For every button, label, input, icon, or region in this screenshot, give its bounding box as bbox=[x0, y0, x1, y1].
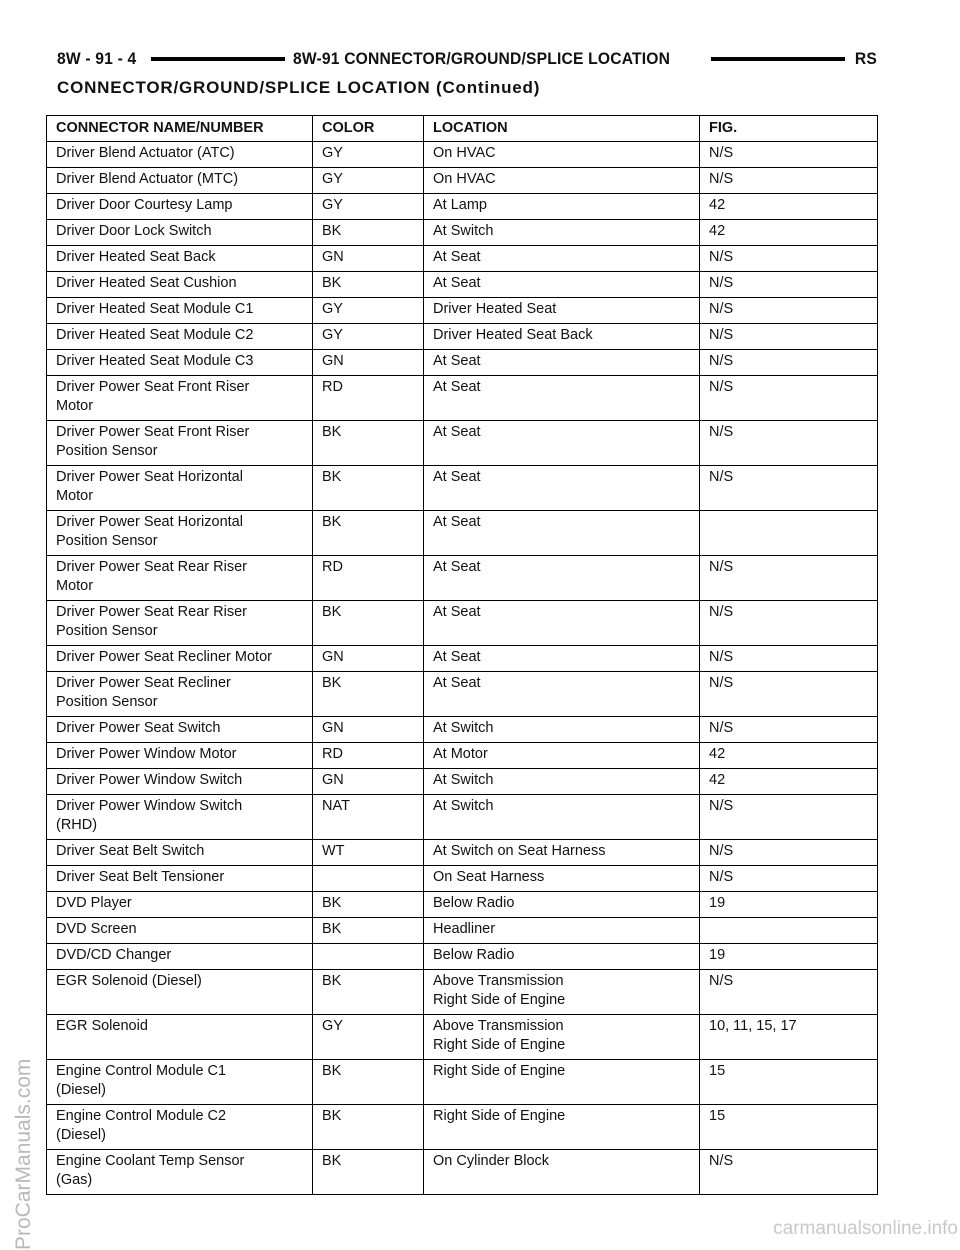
cell-fig: N/S bbox=[700, 168, 878, 194]
table-row bbox=[47, 1150, 878, 1195]
cell-connector-name: Driver Heated Seat Module C1 bbox=[47, 298, 313, 324]
cell-color: GY bbox=[313, 194, 424, 220]
cell-connector-name: Driver Door Lock Switch bbox=[47, 220, 313, 246]
cell-location: At Seat bbox=[424, 646, 700, 672]
cell-location: At Seat bbox=[424, 511, 700, 556]
page-number: 8W - 91 - 4 bbox=[57, 49, 137, 68]
cell-connector-name: Driver Door Courtesy Lamp bbox=[47, 194, 313, 220]
table-row bbox=[47, 717, 878, 743]
table-row bbox=[47, 892, 878, 918]
header-fig: FIG. bbox=[700, 116, 878, 142]
table-row bbox=[47, 246, 878, 272]
cell-fig: N/S bbox=[700, 646, 878, 672]
table-row bbox=[47, 769, 878, 795]
table-header-row bbox=[47, 116, 878, 142]
cell-location: On Seat Harness bbox=[424, 866, 700, 892]
table-row bbox=[47, 601, 878, 646]
cell-color: GN bbox=[313, 717, 424, 743]
cell-location: Right Side of Engine bbox=[424, 1105, 700, 1150]
cell-color: GY bbox=[313, 298, 424, 324]
table-row bbox=[47, 944, 878, 970]
cell-color: GY bbox=[313, 142, 424, 168]
cell-location: At Switch on Seat Harness bbox=[424, 840, 700, 866]
header-location: LOCATION bbox=[424, 116, 700, 142]
cell-connector-name: Driver Power Seat Front Riser Position Sensor bbox=[47, 421, 313, 466]
cell-fig: 19 bbox=[700, 892, 878, 918]
cell-fig: N/S bbox=[700, 866, 878, 892]
cell-connector-name: Driver Power Seat Front Riser Motor bbox=[47, 376, 313, 421]
cell-fig: 42 bbox=[700, 769, 878, 795]
cell-color: BK bbox=[313, 220, 424, 246]
cell-color bbox=[313, 944, 424, 970]
cell-location: Below Radio bbox=[424, 944, 700, 970]
cell-color: BK bbox=[313, 892, 424, 918]
cell-color: GY bbox=[313, 168, 424, 194]
cell-color: RD bbox=[313, 376, 424, 421]
table-row bbox=[47, 1105, 878, 1150]
cell-location: At Seat bbox=[424, 350, 700, 376]
table-row bbox=[47, 1015, 878, 1060]
cell-fig: N/S bbox=[700, 142, 878, 168]
cell-color: BK bbox=[313, 421, 424, 466]
cell-connector-name: Driver Power Seat Horizontal Position Sensor bbox=[47, 511, 313, 556]
cell-color: GN bbox=[313, 246, 424, 272]
cell-fig: N/S bbox=[700, 298, 878, 324]
table-row bbox=[47, 646, 878, 672]
cell-location: Right Side of Engine bbox=[424, 1060, 700, 1105]
table-row bbox=[47, 866, 878, 892]
cell-connector-name: Driver Power Window Switch bbox=[47, 769, 313, 795]
cell-color: BK bbox=[313, 511, 424, 556]
cell-connector-name: Driver Power Seat Recliner Position Sensor bbox=[47, 672, 313, 717]
cell-fig: N/S bbox=[700, 376, 878, 421]
cell-color bbox=[313, 866, 424, 892]
connector-location-table bbox=[46, 115, 878, 1195]
header-connector-name: CONNECTOR NAME/NUMBER bbox=[47, 116, 313, 142]
cell-fig: N/S bbox=[700, 556, 878, 601]
cell-fig: 42 bbox=[700, 220, 878, 246]
cell-location: At Seat bbox=[424, 246, 700, 272]
cell-connector-name: Driver Heated Seat Back bbox=[47, 246, 313, 272]
cell-location: Headliner bbox=[424, 918, 700, 944]
table-row bbox=[47, 168, 878, 194]
cell-connector-name: Driver Seat Belt Tensioner bbox=[47, 866, 313, 892]
cell-connector-name: Driver Power Seat Rear Riser Motor bbox=[47, 556, 313, 601]
cell-connector-name: EGR Solenoid bbox=[47, 1015, 313, 1060]
cell-location: At Seat bbox=[424, 466, 700, 511]
cell-location: Above Transmission Right Side of Engine bbox=[424, 970, 700, 1015]
side-watermark: ProCarManuals.com bbox=[12, 1058, 35, 1250]
table-body bbox=[47, 142, 878, 1195]
cell-location: Below Radio bbox=[424, 892, 700, 918]
section-title: 8W-91 CONNECTOR/GROUND/SPLICE LOCATION bbox=[293, 49, 671, 68]
table-row bbox=[47, 918, 878, 944]
table-row bbox=[47, 376, 878, 421]
cell-fig: 42 bbox=[700, 194, 878, 220]
cell-connector-name: Engine Coolant Temp Sensor (Gas) bbox=[47, 1150, 313, 1195]
cell-location: At Seat bbox=[424, 272, 700, 298]
cell-location: At Seat bbox=[424, 672, 700, 717]
cell-location: At Seat bbox=[424, 601, 700, 646]
cell-connector-name: Engine Control Module C1 (Diesel) bbox=[47, 1060, 313, 1105]
table-row bbox=[47, 743, 878, 769]
cell-connector-name: Driver Seat Belt Switch bbox=[47, 840, 313, 866]
cell-color: BK bbox=[313, 918, 424, 944]
cell-fig: N/S bbox=[700, 717, 878, 743]
cell-connector-name: Driver Power Seat Switch bbox=[47, 717, 313, 743]
table-row bbox=[47, 298, 878, 324]
cell-location: On Cylinder Block bbox=[424, 1150, 700, 1195]
cell-color: GY bbox=[313, 324, 424, 350]
cell-color: BK bbox=[313, 970, 424, 1015]
cell-color: GN bbox=[313, 646, 424, 672]
table-row bbox=[47, 142, 878, 168]
cell-location: On HVAC bbox=[424, 142, 700, 168]
cell-color: BK bbox=[313, 601, 424, 646]
header-color: COLOR bbox=[313, 116, 424, 142]
cell-connector-name: DVD Screen bbox=[47, 918, 313, 944]
header-rule-left bbox=[151, 57, 285, 61]
table-row bbox=[47, 511, 878, 556]
cell-color: RD bbox=[313, 556, 424, 601]
cell-color: BK bbox=[313, 1150, 424, 1195]
cell-connector-name: Driver Heated Seat Module C2 bbox=[47, 324, 313, 350]
table-row bbox=[47, 272, 878, 298]
cell-fig: 15 bbox=[700, 1060, 878, 1105]
cell-location: Driver Heated Seat Back bbox=[424, 324, 700, 350]
cell-color: RD bbox=[313, 743, 424, 769]
cell-connector-name: Driver Power Seat Recliner Motor bbox=[47, 646, 313, 672]
cell-connector-name: EGR Solenoid (Diesel) bbox=[47, 970, 313, 1015]
cell-location: On HVAC bbox=[424, 168, 700, 194]
cell-fig: N/S bbox=[700, 350, 878, 376]
page-header bbox=[57, 46, 877, 72]
page-subtitle: CONNECTOR/GROUND/SPLICE LOCATION (Continued) bbox=[57, 78, 541, 97]
cell-fig: N/S bbox=[700, 672, 878, 717]
cell-connector-name: Engine Control Module C2 (Diesel) bbox=[47, 1105, 313, 1150]
cell-fig: 42 bbox=[700, 743, 878, 769]
cell-location: At Seat bbox=[424, 556, 700, 601]
cell-color: NAT bbox=[313, 795, 424, 840]
bottom-watermark: carmanualsonline.info bbox=[773, 1218, 958, 1239]
cell-connector-name: Driver Heated Seat Module C3 bbox=[47, 350, 313, 376]
table-row bbox=[47, 556, 878, 601]
table-row bbox=[47, 466, 878, 511]
table-row bbox=[47, 840, 878, 866]
cell-fig: 10, 11, 15, 17 bbox=[700, 1015, 878, 1060]
cell-location: At Switch bbox=[424, 795, 700, 840]
cell-color: GN bbox=[313, 350, 424, 376]
table-row bbox=[47, 194, 878, 220]
cell-location: At Seat bbox=[424, 376, 700, 421]
cell-location: At Switch bbox=[424, 769, 700, 795]
cell-fig: N/S bbox=[700, 601, 878, 646]
cell-location: At Switch bbox=[424, 220, 700, 246]
cell-color: BK bbox=[313, 272, 424, 298]
table-row bbox=[47, 1060, 878, 1105]
cell-fig: N/S bbox=[700, 324, 878, 350]
cell-color: BK bbox=[313, 1060, 424, 1105]
cell-fig bbox=[700, 511, 878, 556]
cell-color: GN bbox=[313, 769, 424, 795]
cell-fig: N/S bbox=[700, 970, 878, 1015]
model-code: RS bbox=[854, 49, 877, 68]
table-row bbox=[47, 220, 878, 246]
cell-connector-name: DVD/CD Changer bbox=[47, 944, 313, 970]
cell-location: Above Transmission Right Side of Engine bbox=[424, 1015, 700, 1060]
cell-fig: N/S bbox=[700, 421, 878, 466]
cell-connector-name: Driver Power Seat Rear Riser Position Sensor bbox=[47, 601, 313, 646]
cell-location: At Seat bbox=[424, 421, 700, 466]
cell-fig: N/S bbox=[700, 840, 878, 866]
cell-connector-name: Driver Blend Actuator (ATC) bbox=[47, 142, 313, 168]
cell-connector-name: Driver Power Window Switch (RHD) bbox=[47, 795, 313, 840]
table-row bbox=[47, 970, 878, 1015]
cell-connector-name: Driver Power Seat Horizontal Motor bbox=[47, 466, 313, 511]
header-rule-right bbox=[711, 57, 845, 61]
cell-connector-name: Driver Power Window Motor bbox=[47, 743, 313, 769]
table-row bbox=[47, 795, 878, 840]
cell-location: Driver Heated Seat bbox=[424, 298, 700, 324]
cell-location: At Motor bbox=[424, 743, 700, 769]
cell-color: BK bbox=[313, 672, 424, 717]
table-row bbox=[47, 421, 878, 466]
cell-fig: N/S bbox=[700, 795, 878, 840]
cell-color: BK bbox=[313, 466, 424, 511]
cell-fig: 15 bbox=[700, 1105, 878, 1150]
table-row bbox=[47, 672, 878, 717]
table-row bbox=[47, 324, 878, 350]
cell-connector-name: DVD Player bbox=[47, 892, 313, 918]
cell-fig: N/S bbox=[700, 1150, 878, 1195]
cell-color: WT bbox=[313, 840, 424, 866]
cell-fig: N/S bbox=[700, 272, 878, 298]
cell-location: At Lamp bbox=[424, 194, 700, 220]
cell-location: At Switch bbox=[424, 717, 700, 743]
cell-fig: N/S bbox=[700, 246, 878, 272]
cell-fig bbox=[700, 918, 878, 944]
cell-color: GY bbox=[313, 1015, 424, 1060]
cell-connector-name: Driver Heated Seat Cushion bbox=[47, 272, 313, 298]
table-row bbox=[47, 350, 878, 376]
cell-connector-name: Driver Blend Actuator (MTC) bbox=[47, 168, 313, 194]
cell-fig: 19 bbox=[700, 944, 878, 970]
cell-color: BK bbox=[313, 1105, 424, 1150]
cell-fig: N/S bbox=[700, 466, 878, 511]
